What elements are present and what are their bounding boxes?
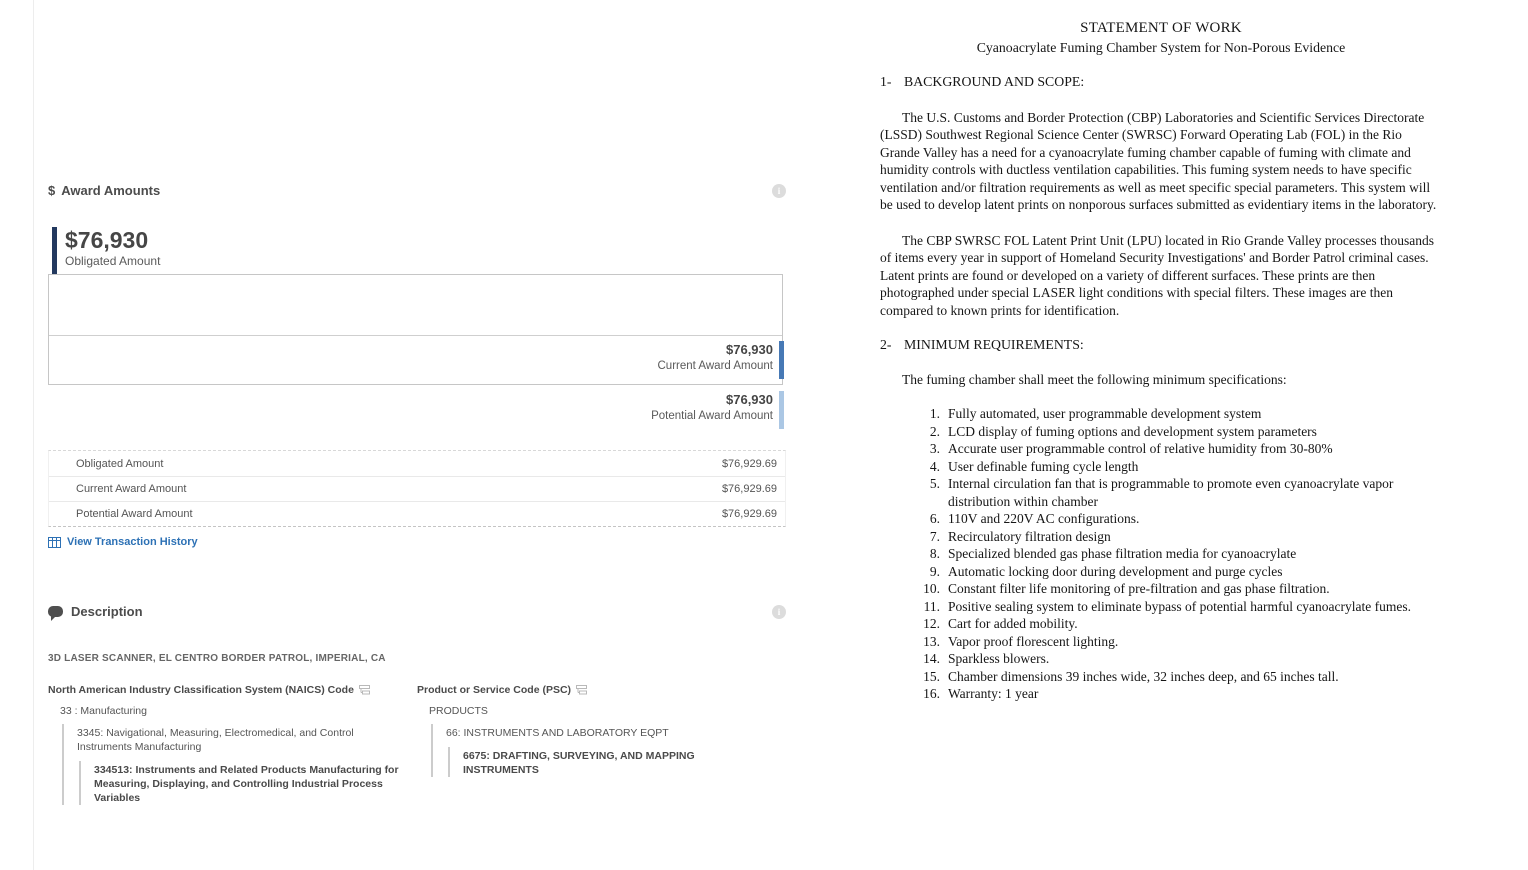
view-transaction-history-link[interactable] (48, 536, 198, 548)
award-amounts-header (48, 183, 786, 198)
obligated-bar (49, 275, 782, 336)
requirements-intro: The fuming chamber shall meet the following minimum specifications: (902, 371, 1287, 387)
panel-edge-divider (33, 0, 34, 870)
requirement-item: Vapor proof florescent lighting. (948, 633, 1119, 649)
award-amounts-title (48, 183, 160, 198)
obligated-amount-label: Obligated Amount (65, 254, 161, 268)
psc-level3: 6675: DRAFTING, SURVEYING, AND MAPPING INSTRUMENTS (463, 750, 695, 776)
obligated-amount-value: $76,930 (65, 227, 149, 253)
naics-heading (48, 684, 417, 696)
award-amounts-title-label: Award Amounts (61, 183, 161, 198)
naics-level3: 334513: Instruments and Related Products Manufacturing for Measuring, Displaying, and Controlling Industrial Process Variables (94, 764, 399, 804)
requirement-item: Accurate user programmable control of relative humidity from 30-80% (948, 441, 1333, 456)
section-heading (880, 336, 1442, 354)
naics-level3-wrap (79, 761, 417, 805)
requirement-item: Specialized blended gas phase filtration media for cyanoacrylate (948, 546, 1297, 561)
requirement-item: Recirculatory filtration design (948, 528, 1111, 544)
psc-level1: PRODUCTS (429, 705, 488, 717)
table-row (49, 476, 785, 501)
requirement-item: Fully automated, user programmable development system (948, 406, 1262, 421)
psc-level2: 66: INSTRUMENTS AND LABORATORY EQPT (446, 727, 669, 739)
document-subtitle: Cyanoacrylate Fuming Chamber System for Non-Porous Evidence (976, 39, 1346, 55)
current-award-tick (779, 341, 784, 379)
requirement-item: 110V and 220V AC configurations. (948, 511, 1140, 526)
current-award-value: $76,930 (726, 342, 773, 357)
hierarchy-icon[interactable] (576, 685, 587, 695)
table-row (49, 501, 785, 526)
view-transaction-history-label: View Transaction History (67, 536, 198, 548)
section-heading-text: BACKGROUND AND SCOPE: (904, 74, 1085, 89)
info-glyph: i (777, 606, 781, 617)
section-number: 1- (880, 74, 892, 89)
requirement-item: Positive sealing system to eliminate bypass of potential harmful cyanoacrylate fumes. (948, 598, 1412, 614)
table-row-value: $76,929.69 (721, 508, 777, 520)
requirement-item: LCD display of fuming options and development system parameters (948, 423, 1317, 439)
requirement-item: User definable fuming cycle length (948, 458, 1139, 474)
naics-level2: 3345: Navigational, Measuring, Electromedical, and Control Instruments Manufacturing (77, 727, 354, 753)
speech-bubble-icon (48, 606, 63, 617)
description-title (48, 604, 143, 619)
statement-of-work-document (880, 20, 1442, 703)
psc-heading (417, 684, 786, 696)
requirement-item: Chamber dimensions 39 inches wide, 32 inches deep, and 65 inches tall. (948, 668, 1339, 684)
potential-award-label: Potential Award Amount (651, 410, 773, 422)
psc-heading-label: Product or Service Code (PSC) (417, 684, 572, 696)
table-row-label: Obligated Amount (76, 457, 164, 470)
naics-heading-label: North American Industry Classification System (NAICS) Code (48, 684, 354, 696)
psc-column (417, 684, 786, 805)
hierarchy-icon[interactable] (359, 685, 370, 695)
requirement-item: Sparkless blowers. (948, 651, 1050, 666)
classification-codes (48, 684, 786, 805)
table-row-value: $76,929.69 (721, 483, 777, 495)
table-row-value: $76,929.69 (721, 457, 777, 470)
description-header (48, 604, 786, 619)
naics-level2-wrap (62, 724, 417, 805)
obligated-amount-callout (52, 227, 160, 274)
potential-award-tick (779, 391, 784, 429)
requirement-item: Warranty: 1 year (948, 686, 1039, 701)
award-description-text: 3D LASER SCANNER, EL CENTRO BORDER PATROL, IMPERIAL, CA (48, 653, 386, 664)
section-heading (880, 73, 1442, 91)
table-row-label: Potential Award Amount (76, 508, 193, 520)
award-amounts-table (48, 450, 786, 527)
description-title-label: Description (71, 604, 143, 619)
section-heading-text: MINIMUM REQUIREMENTS: (904, 337, 1084, 352)
psc-level3-wrap (448, 747, 786, 777)
table-row (49, 451, 785, 476)
requirement-item: Constant filter life monitoring of pre-filtration and gas phase filtration. (948, 581, 1330, 596)
current-award-label: Current Award Amount (657, 360, 773, 372)
table-row-label: Current Award Amount (76, 483, 187, 495)
document-title: STATEMENT OF WORK (1080, 20, 1242, 36)
psc-level2-wrap (431, 724, 786, 777)
requirement-item: Cart for added mobility. (948, 616, 1078, 631)
naics-column (48, 684, 417, 805)
requirements-list (880, 405, 1442, 703)
potential-award-callout (300, 392, 773, 422)
naics-level1: 33 : Manufacturing (60, 705, 147, 717)
current-award-callout (300, 342, 773, 372)
dollar-icon: $ (48, 183, 56, 198)
section-number: 2- (880, 337, 892, 352)
requirement-item: Automatic locking door during development and purge cycles (948, 563, 1283, 579)
table-grid-icon (48, 537, 61, 548)
info-icon[interactable] (772, 184, 786, 198)
document-paragraph: The CBP SWRSC FOL Latent Print Unit (LPU) located in Rio Grande Valley processes thousands of items every year in support of Homeland Security Investigations' and Border Patrol criminal cases. Latent prints are found or developed on a variety of different surfaces. These prints are then photographed under special LASER light conditions with special filters. These images are then compared to known prints for identification. (880, 232, 1434, 318)
requirement-item: Internal circulation fan that is programmable to promote even cyanoacrylate vapor distribution within chamber (948, 476, 1394, 509)
info-glyph: i (777, 185, 781, 196)
info-icon[interactable] (772, 605, 786, 619)
document-paragraph: The U.S. Customs and Border Protection (CBP) Laboratories and Scientific Services Directorate (LSSD) Southwest Regional Science Center (SWRSC) Forward Operating Lab (FOL) in the Rio Grande Valley has a need for a cyanoacrylate fuming chamber capable of fuming with climate and humidity controls with ductless ventilation capabilities. This fuming system needs to have specific ventilation and/or filtration requirements as well as meet specific special parameters. This system will be used to develop latent prints on nonporous surfaces submitted as evidentiary items in the laboratory. (880, 109, 1437, 212)
potential-award-value: $76,930 (726, 392, 773, 407)
